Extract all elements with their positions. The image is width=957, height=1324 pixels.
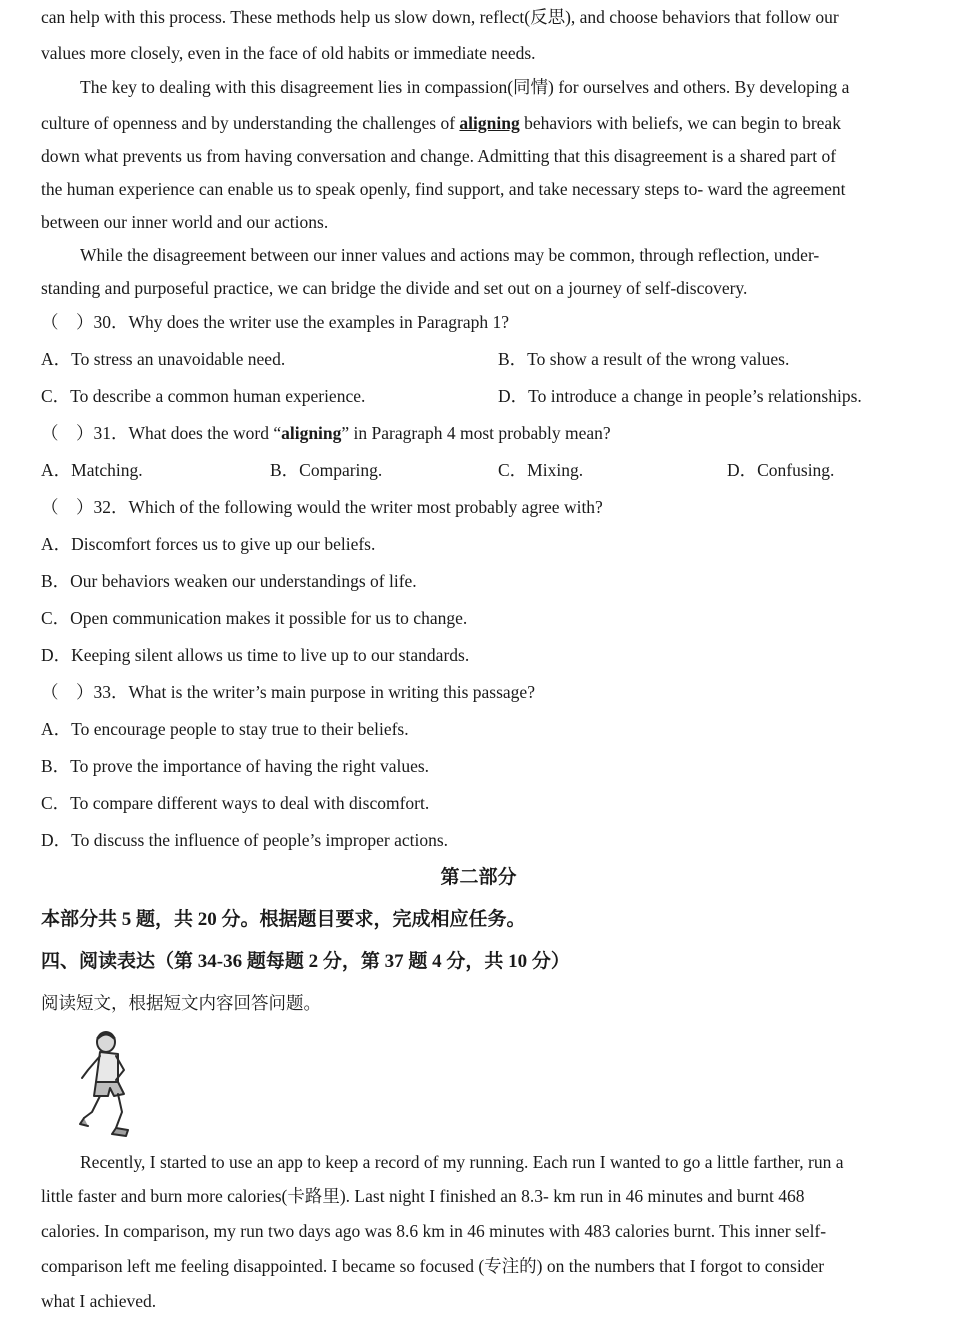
question-31-stem — [41, 422, 611, 444]
section-four-heading: 四、阅读表达（第 34-36 题每题 2 分，第 37 题 4 分，共 10 分） — [41, 951, 570, 972]
question-33-option-a: A．To encourage people to stay true to their beliefs. — [41, 719, 409, 739]
question-32-option-b: B．Our behaviors weaken our understandings of life. — [41, 571, 417, 591]
passage-line: values more closely, even in the face of old habits or immediate needs. — [41, 43, 536, 63]
question-31-option-c: C．Mixing. — [498, 460, 584, 480]
question-33-option-c: C．To compare different ways to deal with discomfort. — [41, 793, 430, 813]
question-30-stem: （ ）30．Why does the writer use the examples in Paragraph 1? — [41, 312, 509, 332]
passage-line: between our inner world and our actions. — [41, 212, 329, 232]
question-32-option-c: C．Open communication makes it possible for us to change. — [41, 608, 468, 628]
passage-line: the human experience can enable us to speak openly, find support, and take necessary steps to- ward the agreement — [41, 179, 846, 199]
passage-line: Recently, I started to use an app to keep a record of my running. Each run I wanted to go a little farther, run a — [80, 1152, 844, 1172]
part-two-intro: 本部分共 5 题，共 20 分。根据题目要求，完成相应任务。 — [41, 909, 526, 930]
passage-text: behaviors with beliefs, we can begin to break — [519, 113, 841, 133]
question-30-option-b: B．To show a result of the wrong values. — [498, 349, 790, 369]
question-33-stem: （ ）33．What is the writer’s main purpose in writing this passage? — [41, 682, 535, 702]
question-31-option-d: D．Confusing. — [727, 460, 835, 480]
question-32-option-a: A．Discomfort forces us to give up our beliefs. — [41, 534, 376, 554]
question-32-stem: （ ）32．Which of the following would the writer most probably agree with? — [41, 497, 603, 517]
passage-line: little faster and burn more calories(卡路里). Last night I finished an 8.3- km run in 46 minutes and burnt 468 — [41, 1186, 805, 1206]
passage-line — [41, 112, 841, 134]
question-31-option-a: A．Matching. — [41, 460, 143, 480]
part-two-title: 第二部分 — [440, 867, 517, 888]
passage-line: can help with this process. These methods help us slow down, reflect(反思), and choose behaviors that follow our — [41, 7, 839, 27]
question-30-option-d: D．To introduce a change in people’s relationships. — [498, 386, 862, 406]
question-31-option-b: B．Comparing. — [270, 460, 383, 480]
passage-line: what I achieved. — [41, 1291, 157, 1311]
runner-illustration — [78, 1030, 150, 1138]
question-33-option-d: D．To discuss the influence of people’s improper actions. — [41, 830, 449, 850]
passage-line: The key to dealing with this disagreement lies in compassion(同情) for ourselves and others. By developing a — [80, 77, 850, 97]
passage-line: standing and purposeful practice, we can bridge the divide and set out on a journey of self-discovery. — [41, 278, 748, 298]
reading-instruction: 阅读短文，根据短文内容回答问题。 — [41, 993, 321, 1013]
question-30-option-a: A．To stress an unavoidable need. — [41, 349, 286, 369]
question-30-option-c: C．To describe a common human experience. — [41, 386, 366, 406]
passage-line: down what prevents us from having conversation and change. Admitting that this disagreement is a shared part of — [41, 146, 837, 166]
question-text: （ ）31．What does the word “ — [41, 423, 282, 443]
underlined-word-aligning: aligning — [459, 113, 520, 133]
passage-text: culture of openness and by understanding the challenges of — [41, 113, 460, 133]
passage-line: comparison left me feeling disappointed. I became so focused (专注的) on the numbers that I forgot to consider — [41, 1256, 825, 1276]
question-32-option-d: D．Keeping silent allows us time to live up to our standards. — [41, 645, 470, 665]
question-keyword: aligning — [281, 423, 342, 443]
passage-line: While the disagreement between our inner values and actions may be common, through reflection, under- — [80, 245, 820, 265]
question-33-option-b: B．To prove the importance of having the right values. — [41, 756, 430, 776]
question-text: ” in Paragraph 4 most probably mean? — [341, 423, 611, 443]
passage-line: calories. In comparison, my run two days ago was 8.6 km in 46 minutes with 483 calories burnt. This inner self- — [41, 1221, 827, 1241]
